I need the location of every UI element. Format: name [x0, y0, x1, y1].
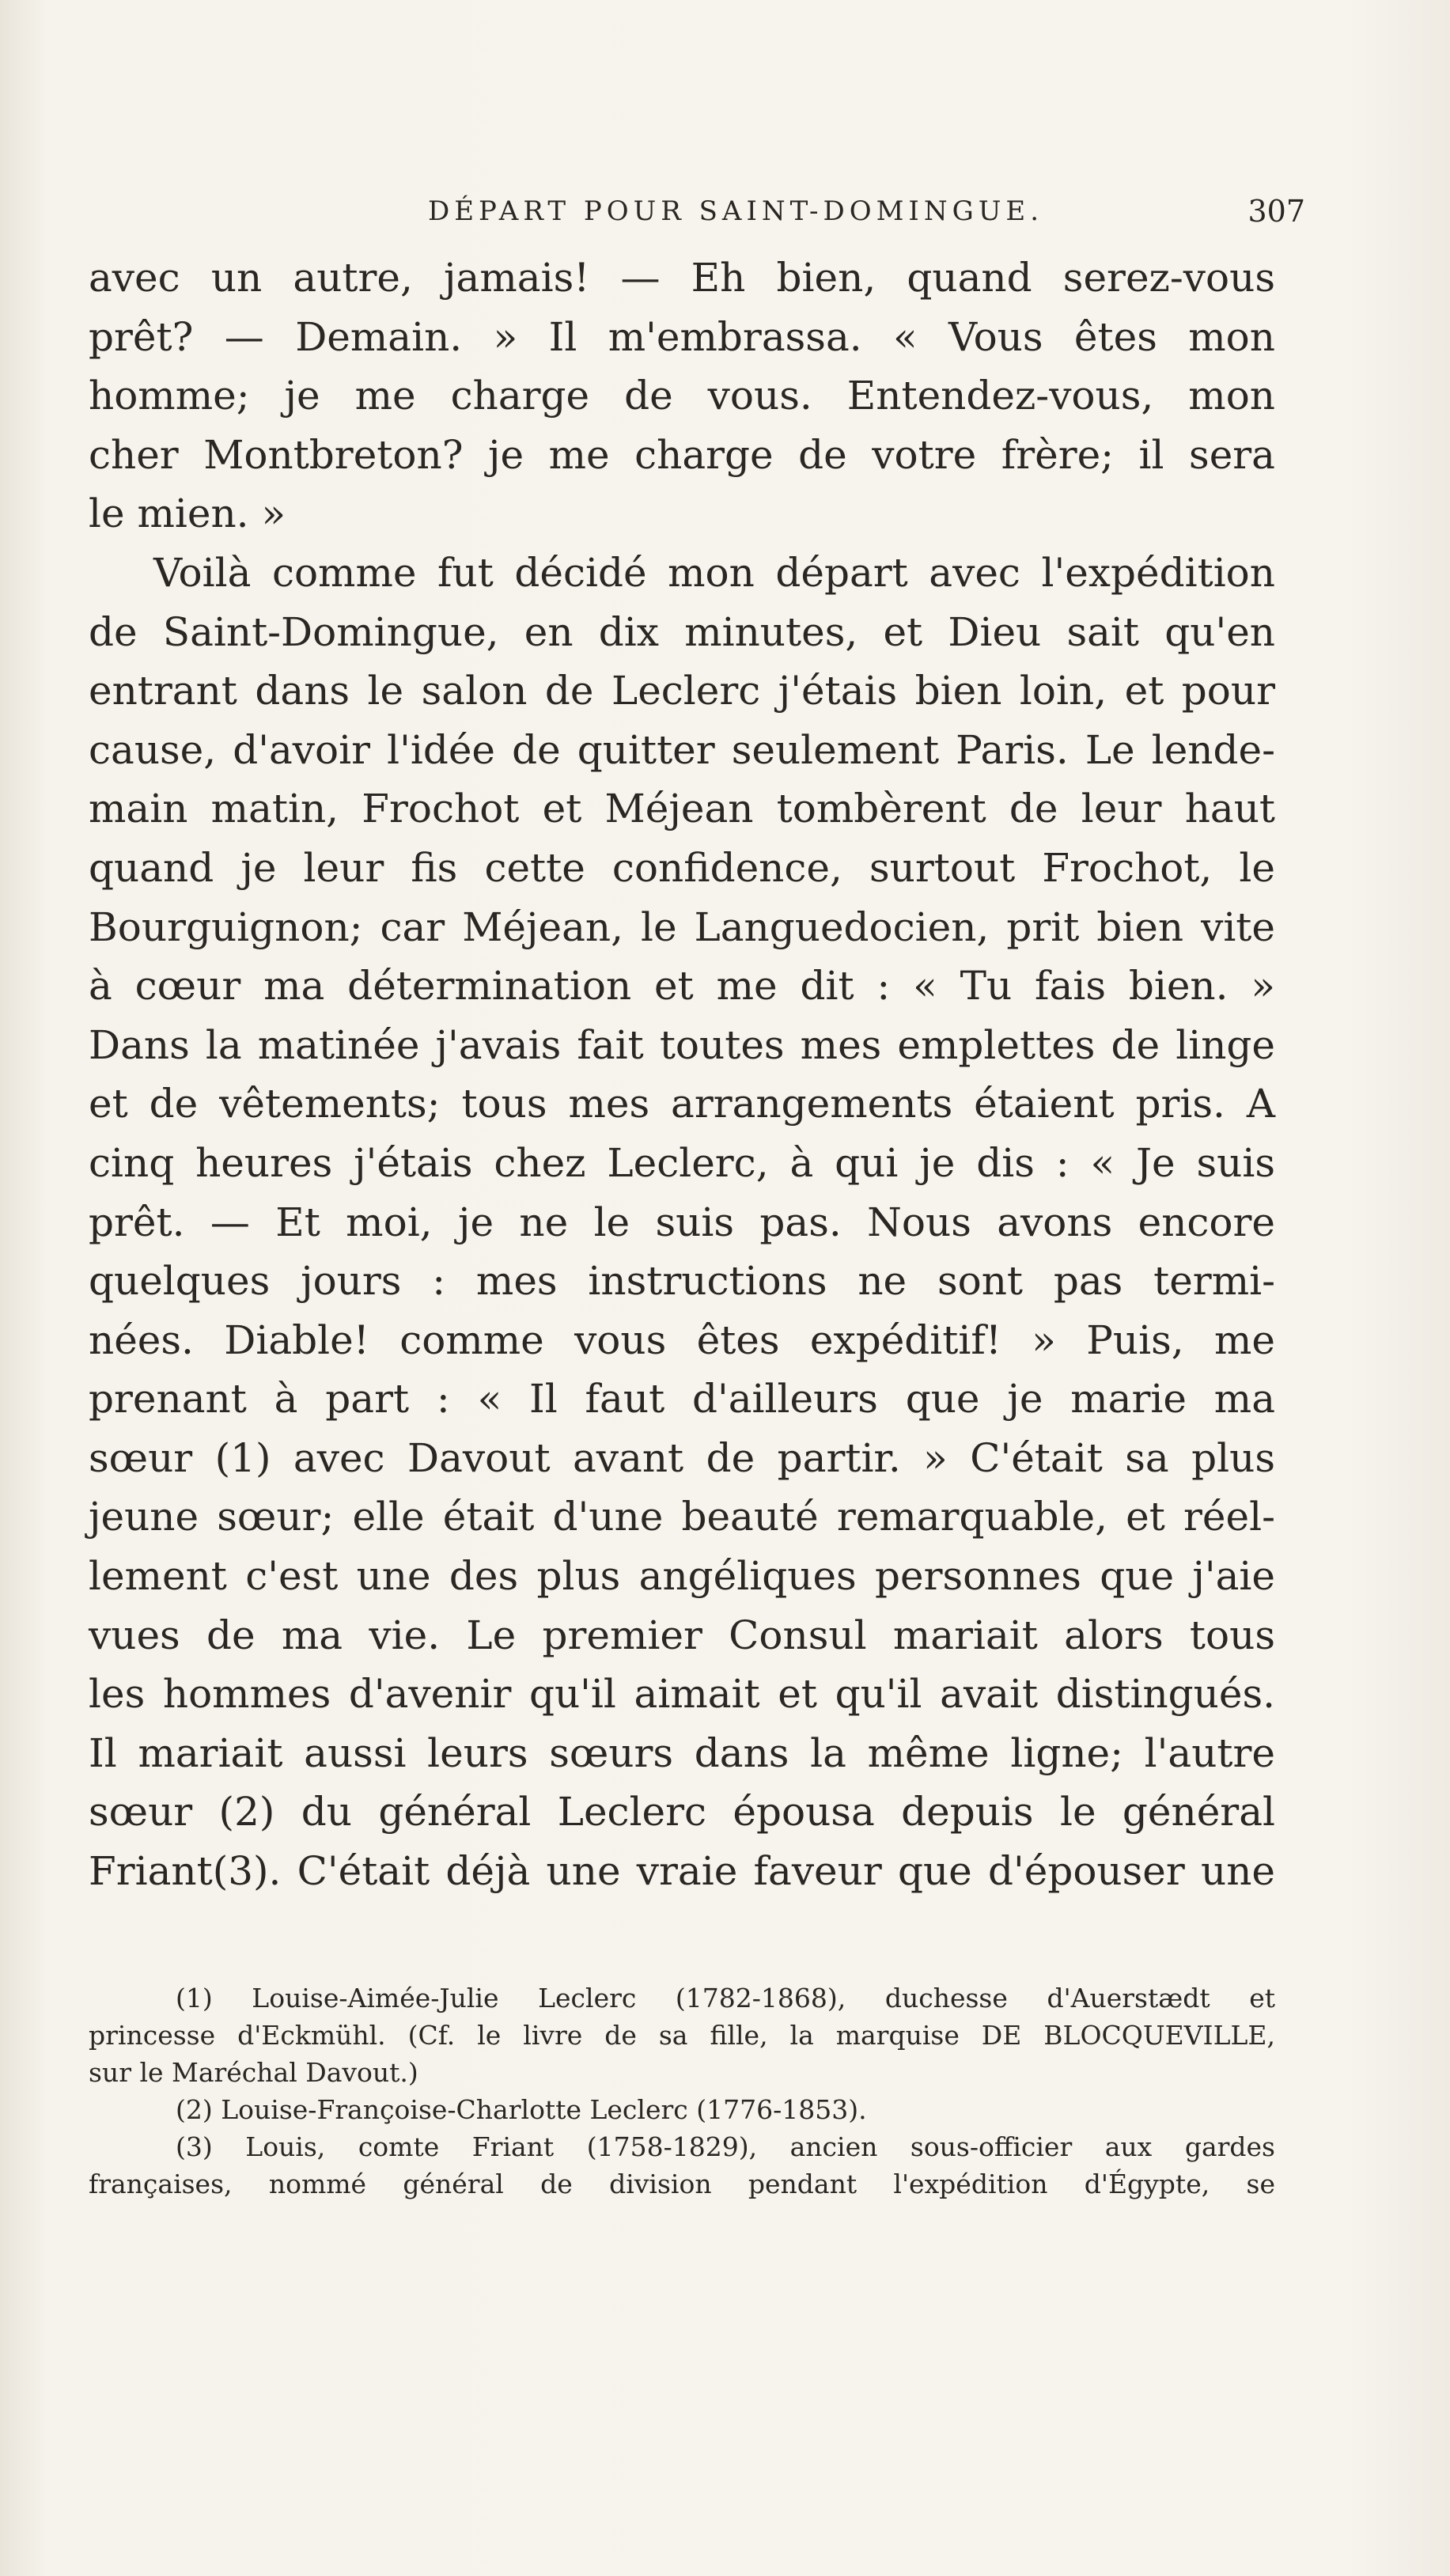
text-line: main matin, Frochot et Méjean tombèrent de leur haut [89, 786, 1275, 832]
text-line: avec un autre, jamais! — Eh bien, quand serez-vous [89, 255, 1275, 301]
text-line: Voilà comme fut décidé mon départ avec l'expédition [153, 549, 1275, 596]
text-line: Friant(3). C'était déjà une vraie faveur que d'épouser une [89, 1848, 1275, 1895]
text-line: lement c'est une des plus angéliques personnes que j'aie [89, 1553, 1275, 1600]
text-line: jeune sœur; elle était d'une beauté remarquable, et réel- [89, 1494, 1275, 1540]
text-line: cause, d'avoir l'idée de quitter seulement Paris. Le lende- [89, 726, 1275, 773]
footnotes [89, 1979, 1275, 2203]
running-head: DÉPART POUR SAINT-DOMINGUE. [427, 195, 1044, 227]
text-line: Il mariait aussi leurs sœurs dans la même ligne; l'autre [89, 1729, 1275, 1776]
text-line: homme; je me charge de vous. Entendez-vous, mon [89, 373, 1275, 419]
text-line: cher Montbreton? je me charge de votre frère; il sera [89, 431, 1275, 478]
text-line: sœur (2) du général Leclerc épousa depuis le général [89, 1789, 1275, 1835]
text-line: entrant dans le salon de Leclerc j'étais bien loin, et pour [89, 668, 1275, 714]
text-line: le mien. » [89, 491, 286, 537]
text-line: prêt. — Et moi, je ne le suis pas. Nous avons encore [89, 1199, 1275, 1245]
footnote-line: sur le Maréchal Davout.) [89, 2057, 418, 2088]
footnote-line: (1) Louise-Aimée-Julie Leclerc (1782-1868), duchesse d'Auerstædt et [176, 1983, 1275, 2013]
text-line: nées. Diable! comme vous êtes expéditif! » Puis, me [89, 1316, 1275, 1363]
footnote-line: (2) Louise-Françoise-Charlotte Leclerc (1776-1853). [176, 2094, 867, 2125]
text-line: quand je leur fis cette confidence, surtout Frochot, le [89, 844, 1275, 891]
text-line: les hommes d'avenir qu'il aimait et qu'il avait distingués. [89, 1671, 1275, 1718]
footnote-line: princesse d'Eckmühl. (Cf. le livre de sa fille, la marquise DE BLOCQUEVILLE, [89, 2020, 1275, 2051]
page-number: 307 [1247, 194, 1305, 229]
text-line: et de vêtements; tous mes arrangements étaient pris. A [89, 1081, 1275, 1127]
page-header [166, 184, 1305, 239]
footnote-line: françaises, nommé général de division pendant l'expédition d'Égypte, se [89, 2169, 1275, 2199]
text-line: prêt? — Demain. » Il m'embrassa. « Vous êtes mon [89, 313, 1275, 360]
text-line: Dans la matinée j'avais fait toutes mes emplettes de linge [89, 1021, 1275, 1068]
text-line: sœur (1) avec Davout avant de partir. » C'était sa plus [89, 1434, 1275, 1481]
text-line: quelques jours : mes instructions ne sont pas termi- [89, 1258, 1275, 1305]
text-line: vues de ma vie. Le premier Consul mariait alors tous [89, 1612, 1275, 1658]
text-line: à cœur ma détermination et me dit : « Tu fais bien. » [89, 963, 1275, 1010]
text-line: cinq heures j'étais chez Leclerc, à qui je dis : « Je suis [89, 1139, 1275, 1186]
text-line: prenant à part : « Il faut d'ailleurs que je marie ma [89, 1376, 1275, 1422]
text-line: Bourguignon; car Méjean, le Languedocien, prit bien vite [89, 903, 1275, 950]
body-text [89, 248, 1275, 1901]
text-line: de Saint-Domingue, en dix minutes, et Dieu sait qu'en [89, 608, 1275, 655]
footnote-line: (3) Louis, comte Friant (1758-1829), ancien sous-officier aux gardes [176, 2131, 1275, 2162]
